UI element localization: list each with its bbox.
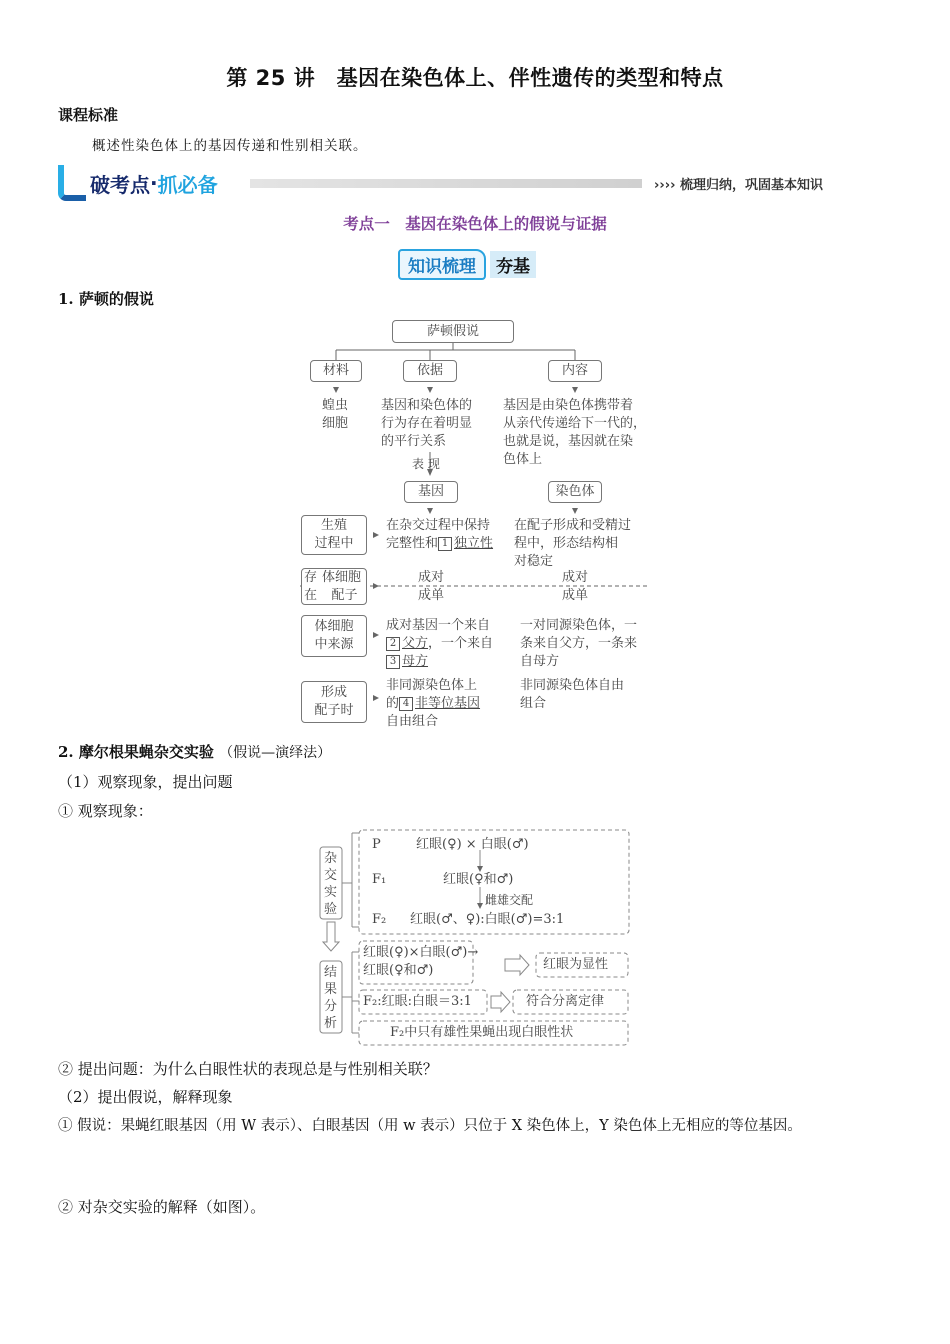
section-2-subtitle: （假说—演绎法） (219, 745, 332, 761)
content-line: 从亲代传递给下一代的， (503, 416, 647, 431)
row2-gene-line: 成对 (418, 570, 445, 585)
row1-chrom-text (514, 517, 631, 571)
banner-title-a: 破考点 (90, 172, 150, 197)
row1-chrom-line: 对稳定 (514, 554, 554, 569)
f1-label: F₁ (372, 872, 387, 887)
blank-3-marker: 3 (386, 655, 400, 669)
row2-gene-text (418, 569, 444, 605)
row1-gene-line (386, 535, 493, 553)
knowledge-badge-tail: 夯基 (490, 251, 536, 278)
row-label-line: 配子时 (314, 703, 354, 718)
sutton-top-box: 萨顿假说 (392, 320, 514, 343)
content-line: 色体上 (503, 452, 543, 467)
section-2-num: 2. (58, 743, 74, 761)
exp-label-char: 验 (324, 902, 338, 917)
kaodian-title: 考点一 基因在染色体上的假说与证据 (343, 215, 607, 233)
course-standard-heading: 课程标准 (58, 106, 119, 124)
blank-1-marker: 1 (438, 537, 452, 551)
basis-text (381, 397, 472, 451)
branch-basis-box: 依据 (403, 360, 457, 382)
content-text (503, 397, 646, 469)
blank-2-marker: 2 (386, 637, 400, 651)
f2-text: 红眼(♂、♀):白眼(♂)=3:1 (410, 912, 565, 927)
gene-column-box: 基因 (404, 481, 458, 503)
exp-label-char: 交 (324, 868, 338, 883)
knowledge-badge-box: 知识梳理 (398, 249, 486, 280)
morgan-result-label (324, 964, 337, 1032)
row-reproduction-label (301, 515, 367, 555)
row4-gene-line: 非同源染色体上 (386, 678, 478, 693)
section-1-num: 1. (58, 290, 74, 308)
row1-chrom-line: 在配子形成和受精过 (514, 518, 632, 533)
course-standard-text: 概述性染色体上的基因传递和性别相关联。 (92, 138, 368, 154)
cross-note: 雌雄交配 (485, 893, 534, 907)
result-label-char: 结 (324, 965, 338, 980)
row-source-label (301, 615, 367, 657)
basis-line: 基因和染色体的 (381, 398, 473, 413)
row4-chrom-line: 非同源染色体自由 (520, 678, 625, 693)
page-title: 第 25 讲 基因在染色体上、伴性遗传的类型和特点 (226, 66, 724, 90)
branch-material-box: 材料 (310, 360, 362, 382)
section-2-heading (58, 741, 331, 762)
basis-line: 行为存在着明显 (381, 416, 473, 431)
row3-chrom-text (520, 617, 637, 671)
chromosome-column-box: 染色体 (548, 481, 602, 503)
content-line: 基因是由染色体携带着 (503, 398, 634, 413)
text-line-1: （1）观察现象，提出问题 (58, 773, 233, 791)
result-1-conclusion: 红眼为显性 (543, 957, 609, 972)
morgan-exp-label (324, 850, 337, 918)
banner-title-b: 抓必备 (157, 172, 218, 197)
row-existence-label (301, 568, 367, 605)
result-3-text: F₂中只有雄性果蝇出现白眼性状 (390, 1025, 574, 1040)
exp-label-char: 实 (324, 885, 338, 900)
row4-chrom-line: 组合 (520, 696, 547, 711)
text-line-2: ① 观察现象： (58, 802, 153, 820)
result-label-char: 分 (324, 999, 338, 1014)
row3-chrom-line: 一对同源染色体，一 (520, 618, 638, 633)
row4-gene-line: 自由组合 (386, 714, 439, 729)
banner-subtitle: ›››› 梳理归纳，巩固基本知识 (654, 178, 823, 193)
row3-gene-line: 成对基因一个来自 (386, 618, 491, 633)
row2-chrom-text (562, 569, 588, 605)
basis-line: 的平行关系 (381, 434, 447, 449)
result-2-conclusion: 符合分离定律 (526, 994, 605, 1009)
row1-gene-line: 在杂交过程中保持 (386, 518, 491, 533)
result-1-line: 红眼(♀和♂) (363, 963, 434, 978)
existence-char: 在 (304, 588, 318, 603)
row-label-line: 中来源 (314, 637, 354, 652)
row-label-line: 形成 (320, 685, 347, 700)
morgan-diagram (0, 820, 950, 1050)
result-1-text (363, 944, 478, 980)
existence-char: 存 (304, 570, 318, 585)
text-line-6: ② 对杂交实验的解释（如图）。 (58, 1198, 266, 1216)
row1-gene-prefix: 完整性和 (386, 536, 439, 551)
blank-4-marker: 4 (399, 697, 413, 711)
row-label-line: 生殖 (320, 518, 347, 533)
row2-chrom-line: 成对 (562, 570, 589, 585)
row3-gene-line (386, 635, 493, 653)
row4-gene-line (386, 695, 480, 713)
banner-dot: · (150, 171, 158, 195)
f1-text: 红眼(♀和♂) (443, 872, 514, 887)
result-label-char: 果 (324, 982, 338, 997)
material-line: 蝗虫 (322, 398, 349, 413)
row1-gene-text (386, 517, 493, 553)
row2-chrom-line: 成单 (562, 588, 589, 603)
row1-chrom-line: 程中，形态结构相 (514, 536, 619, 551)
blank-2-answer: 父方 (402, 636, 429, 651)
row3-chrom-line: 自母方 (520, 654, 560, 669)
result-label-char: 析 (324, 1016, 338, 1031)
row3-gene-mid: ，一个来自 (428, 636, 494, 651)
row4-chrom-text (520, 677, 624, 713)
biao-xian-label: 表 现 (412, 457, 440, 471)
result-2-text: F₂:红眼:白眼＝3:1 (363, 994, 472, 1009)
row3-gene-line (386, 653, 493, 671)
result-1-line: 红眼(♀)×白眼(♂)→ (363, 945, 479, 960)
existence-label-a (304, 569, 317, 605)
section-2-title: 摩尔根果蝇杂交实验 (78, 743, 214, 761)
material-text (322, 397, 348, 433)
row3-chrom-line: 条来自父方，一条来 (520, 636, 638, 651)
text-line-3: ② 提出问题：为什么白眼性状的表现总是与性别相关联？ (58, 1060, 438, 1078)
existence-label-b (322, 569, 361, 605)
row-label-line: 体细胞 (314, 619, 354, 634)
existence-sub: 配子 (331, 588, 358, 603)
p-cross-text: 红眼(♀) × 白眼(♂) (416, 837, 529, 852)
text-line-5: ① 假说：果蝇红眼基因（用 W 表示）、白眼基因（用 w 表示）只位于 X 染色体上，Y 染色体上无相应的等位基因。 (58, 1118, 802, 1134)
text-line-4: （2）提出假说，解释现象 (58, 1088, 233, 1106)
existence-sub: 体细胞 (322, 570, 362, 585)
row-label-line: 过程中 (314, 536, 354, 551)
row4-gene-prefix: 的 (386, 696, 400, 711)
row2-gene-line: 成单 (418, 588, 445, 603)
row-gamete-label (301, 681, 367, 723)
row3-gene-text (386, 617, 493, 671)
p-label: P (372, 837, 381, 852)
section-1-title: 萨顿的假说 (78, 290, 154, 308)
blank-3-answer: 母方 (402, 654, 429, 669)
exp-label-char: 杂 (324, 851, 338, 866)
blank-1-answer: 独立性 (454, 536, 494, 551)
content-line: 也就是说，基因就在染 (503, 434, 634, 449)
row4-gene-text (386, 677, 480, 731)
branch-content-box: 内容 (548, 360, 602, 382)
blank-4-answer: 非等位基因 (415, 696, 481, 711)
morgan-diagram-lines (0, 820, 950, 1050)
f2-label: F₂ (372, 912, 387, 927)
material-line: 细胞 (322, 416, 349, 431)
